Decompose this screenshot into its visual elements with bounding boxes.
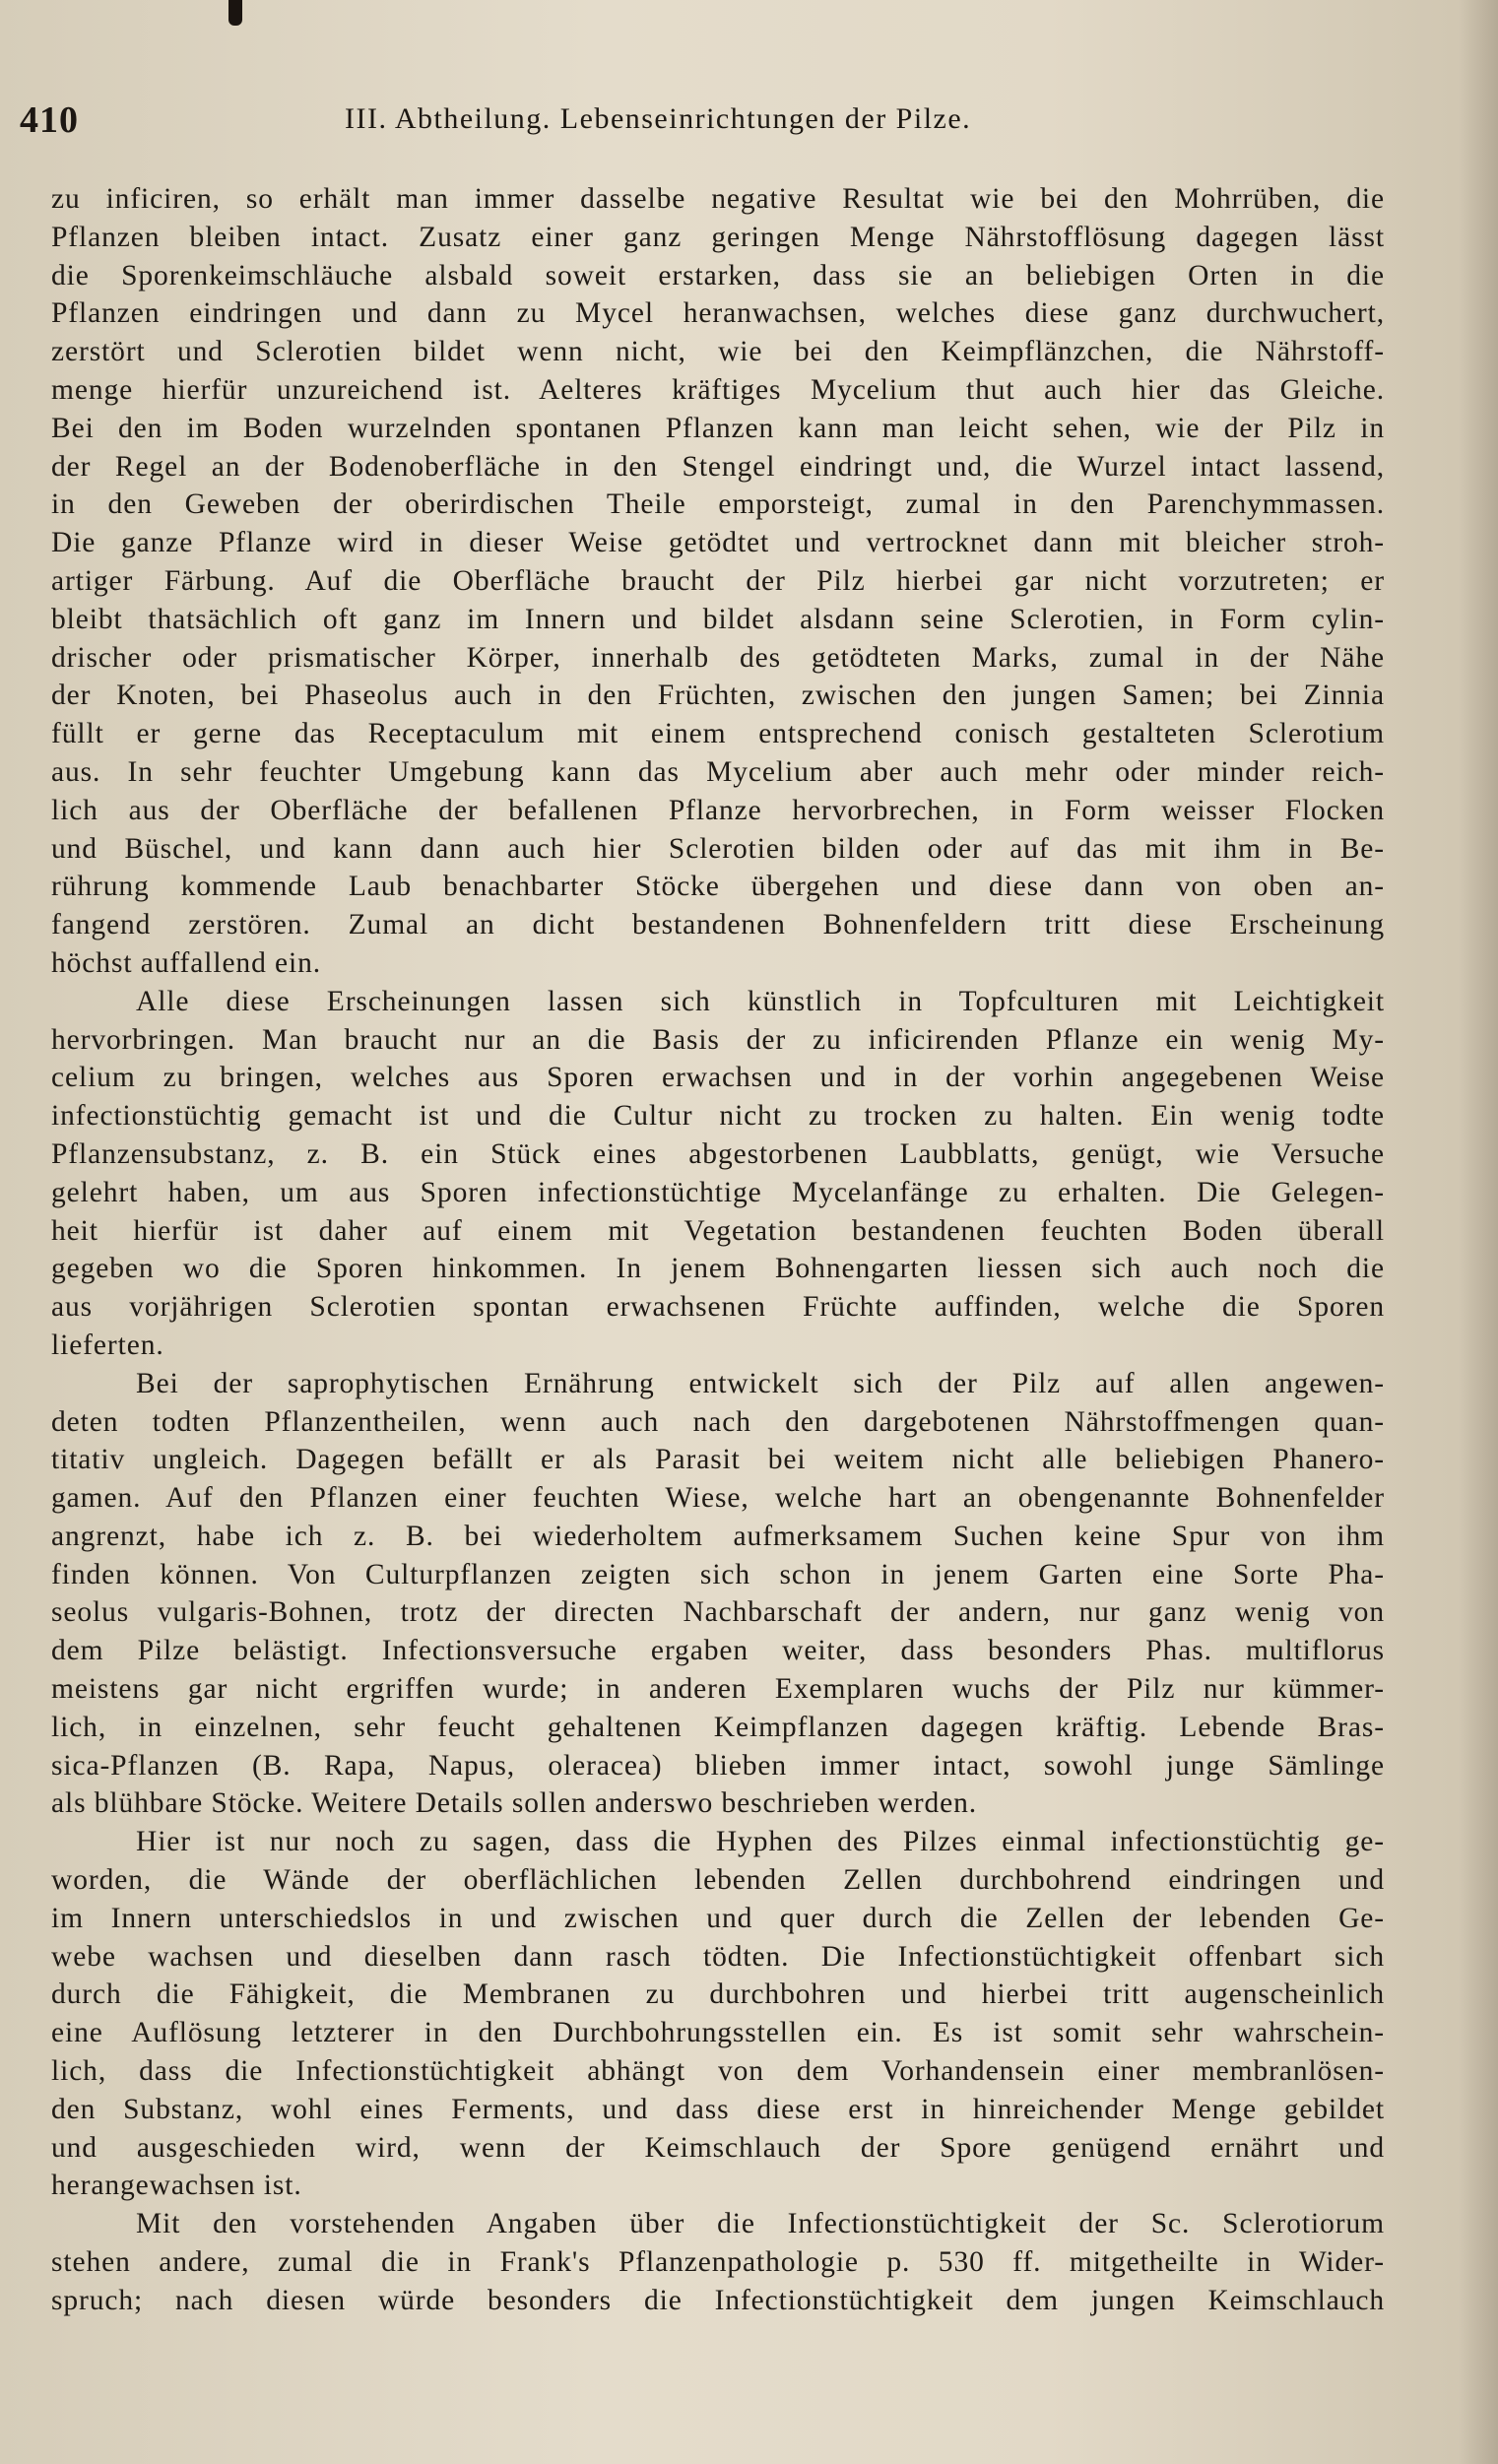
text-line: artiger Färbung. Auf die Oberfläche braucht der Pilz hierbei gar nicht vorzutreten; er — [51, 564, 1385, 597]
text-line: und Büschel, und kann dann auch hier Sclerotien bilden oder auf das mit ihm in Be- — [51, 832, 1385, 865]
text-line: die Sporenkeimschläuche alsbald soweit erstarken, dass sie an beliebigen Orten in die — [51, 259, 1385, 292]
text-line: stehen andere, zumal die in Frank's Pflanzenpathologie p. 530 ff. mitgetheilte in Wider- — [51, 2246, 1385, 2279]
text-line: deten todten Pflanzentheilen, wenn auch nach den dargebotenen Nährstoffmengen quan- — [51, 1405, 1385, 1438]
text-line: in den Geweben der oberirdischen Theile emporsteigt, zumal in den Parenchymmassen. — [51, 488, 1385, 521]
text-line: lich, dass die Infectionstüchtigkeit abhängt von dem Vorhandensein einer membranlösen- — [51, 2055, 1385, 2088]
text-line: zu inficiren, so erhält man immer dasselbe negative Resultat wie bei den Mohrrüben, die — [51, 183, 1385, 215]
text-line: Die ganze Pflanze wird in dieser Weise getödtet und vertrocknet dann mit bleicher stroh- — [51, 527, 1385, 559]
text-line: lich, in einzelnen, sehr feucht gehaltenen Keimpflanzen dagegen kräftig. Lebende Bras- — [51, 1711, 1385, 1743]
text-line: höchst auffallend ein. — [51, 946, 322, 979]
text-line: gamen. Auf den Pflanzen einer feuchten Wiese, welche hart an obengenannte Bohnenfelder — [51, 1482, 1385, 1515]
text-line: aus. In sehr feuchter Umgebung kann das Mycelium aber auch mehr oder minder reich- — [51, 755, 1385, 788]
text-line: füllt er gerne das Receptaculum mit einem entsprechend conisch gestalteten Sclerotium — [51, 718, 1385, 750]
page-number: 410 — [20, 99, 79, 141]
page-header — [20, 98, 1399, 142]
text-line: bleibt thatsächlich oft ganz im Innern und bildet alsdann seine Sclerotien, in Form cylin- — [51, 603, 1385, 635]
ink-blot — [228, 0, 242, 26]
text-line: durch die Fähigkeit, die Membranen zu durchbohren und hierbei tritt augenscheinlich — [51, 1978, 1385, 2011]
text-line: Hier ist nur noch zu sagen, dass die Hyphen des Pilzes einmal infectionstüchtig ge- — [136, 1826, 1385, 1858]
text-line: fangend zerstören. Zumal an dicht bestandenen Bohnenfeldern tritt diese Erscheinung — [51, 909, 1385, 941]
text-line: angrenzt, habe ich z. B. bei wiederholtem aufmerksamem Suchen keine Spur von ihm — [51, 1520, 1385, 1552]
text-line: im Innern unterschiedslos in und zwischen und quer durch die Zellen der lebenden Ge- — [51, 1902, 1385, 1934]
text-line: lich aus der Oberfläche der befallenen Pflanze hervorbrechen, in Form weisser Flocken — [51, 794, 1385, 826]
text-line: rührung kommende Laub benachbarter Stöcke übergehen und diese dann von oben an- — [51, 871, 1385, 903]
text-line: gelehrt haben, um aus Sporen infectionstüchtige Mycelanfänge zu erhalten. Die Gelegen- — [51, 1176, 1385, 1208]
text-line: Bei der saprophytischen Ernährung entwickelt sich der Pilz auf allen angewen- — [136, 1367, 1385, 1399]
text-line: Bei den im Boden wurzelnden spontanen Pflanzen kann man leicht sehen, wie der Pilz in — [51, 412, 1385, 444]
body-text — [51, 180, 1385, 2320]
text-line: drischer oder prismatischer Körper, innerhalb des getödteten Marks, zumal in der Nähe — [51, 641, 1385, 674]
text-line: Pflanzen bleiben intact. Zusatz einer ganz geringen Menge Nährstofflösung dagegen lässt — [51, 221, 1385, 253]
page-edge-shadow — [1459, 0, 1498, 2464]
text-line: gegeben wo die Sporen hinkommen. In jenem Bohnengarten liessen sich auch noch die — [51, 1253, 1385, 1285]
text-line: eine Auflösung letzterer in den Durchbohrungsstellen ein. Es ist somit sehr wahrschein- — [51, 2017, 1385, 2049]
text-line: finden können. Von Culturpflanzen zeigten sich schon in jenem Garten eine Sorte Pha- — [51, 1558, 1385, 1590]
text-line: seolus vulgaris-Bohnen, trotz der directen Nachbarschaft der andern, nur ganz wenig von — [51, 1596, 1385, 1629]
text-line: lieferten. — [51, 1329, 164, 1361]
text-line: spruch; nach diesen würde besonders die Infectionstüchtigkeit dem jungen Keimschlauch — [51, 2284, 1385, 2316]
text-line: worden, die Wände der oberflächlichen lebenden Zellen durchbohrend eindringen und — [51, 1864, 1385, 1897]
running-head: III. Abtheilung. Lebenseinrichtungen der Pilze. — [345, 102, 972, 135]
text-line: sica-Pflanzen (B. Rapa, Napus, oleracea) blieben immer intact, sowohl junge Sämlinge — [51, 1749, 1385, 1782]
text-line: aus vorjährigen Sclerotien spontan erwachsenen Früchte auffinden, welche die Sporen — [51, 1291, 1385, 1324]
text-line: titativ ungleich. Dagegen befällt er als Parasit bei weitem nicht alle beliebigen Phanero- — [51, 1444, 1385, 1476]
text-line: Pflanzen eindringen und dann zu Mycel heranwachsen, welches diese ganz durchwuchert, — [51, 297, 1385, 330]
text-line: celium zu bringen, welches aus Sporen erwachsen und in der vorhin angegebenen Weise — [51, 1062, 1385, 1094]
text-line: Mit den vorstehenden Angaben über die Infectionstüchtigkeit der Sc. Sclerotiorum — [136, 2208, 1385, 2240]
text-line: meistens gar nicht ergriffen wurde; in anderen Exemplaren wuchs der Pilz nur kümmer- — [51, 1673, 1385, 1706]
text-line: webe wachsen und dieselben dann rasch tödten. Die Infectionstüchtigkeit offenbart sich — [51, 1940, 1385, 1973]
text-line: dem Pilze belästigt. Infectionsversuche ergaben weiter, dass besonders Phas. multiflorus — [51, 1635, 1385, 1667]
text-line: heit hierfür ist daher auf einem mit Vegetation bestandenen feuchten Boden überall — [51, 1214, 1385, 1247]
text-line: zerstört und Sclerotien bildet wenn nicht, wie bei den Keimpflänzchen, die Nährstoff- — [51, 336, 1385, 368]
text-line: herangewachsen ist. — [51, 2170, 302, 2202]
text-line: menge hierfür unzureichend ist. Aelteres kräftiges Mycelium thut auch hier das Gleiche. — [51, 373, 1385, 406]
text-line: hervorbringen. Man braucht nur an die Basis der zu inficirenden Pflanze ein wenig My- — [51, 1023, 1385, 1056]
text-line: den Substanz, wohl eines Ferments, und dass diese erst in hinreichender Menge gebildet — [51, 2093, 1385, 2125]
text-line: Alle diese Erscheinungen lassen sich künstlich in Topfculturen mit Leichtigkeit — [136, 985, 1385, 1017]
text-line: als blühbare Stöcke. Weitere Details sollen anderswo beschrieben werden. — [51, 1787, 978, 1820]
text-line: infectionstüchtig gemacht ist und die Cultur nicht zu trocken zu halten. Ein wenig todte — [51, 1100, 1385, 1133]
text-line: der Knoten, bei Phaseolus auch in den Früchten, zwischen den jungen Samen; bei Zinnia — [51, 680, 1385, 712]
text-line: Pflanzensubstanz, z. B. ein Stück eines abgestorbenen Laubblatts, genügt, wie Versuche — [51, 1137, 1385, 1170]
text-line: und ausgeschieden wird, wenn der Keimschlauch der Spore genügend ernährt und — [51, 2131, 1385, 2164]
text-line: der Regel an der Bodenoberfläche in den Stengel eindringt und, die Wurzel intact lassend, — [51, 450, 1385, 483]
